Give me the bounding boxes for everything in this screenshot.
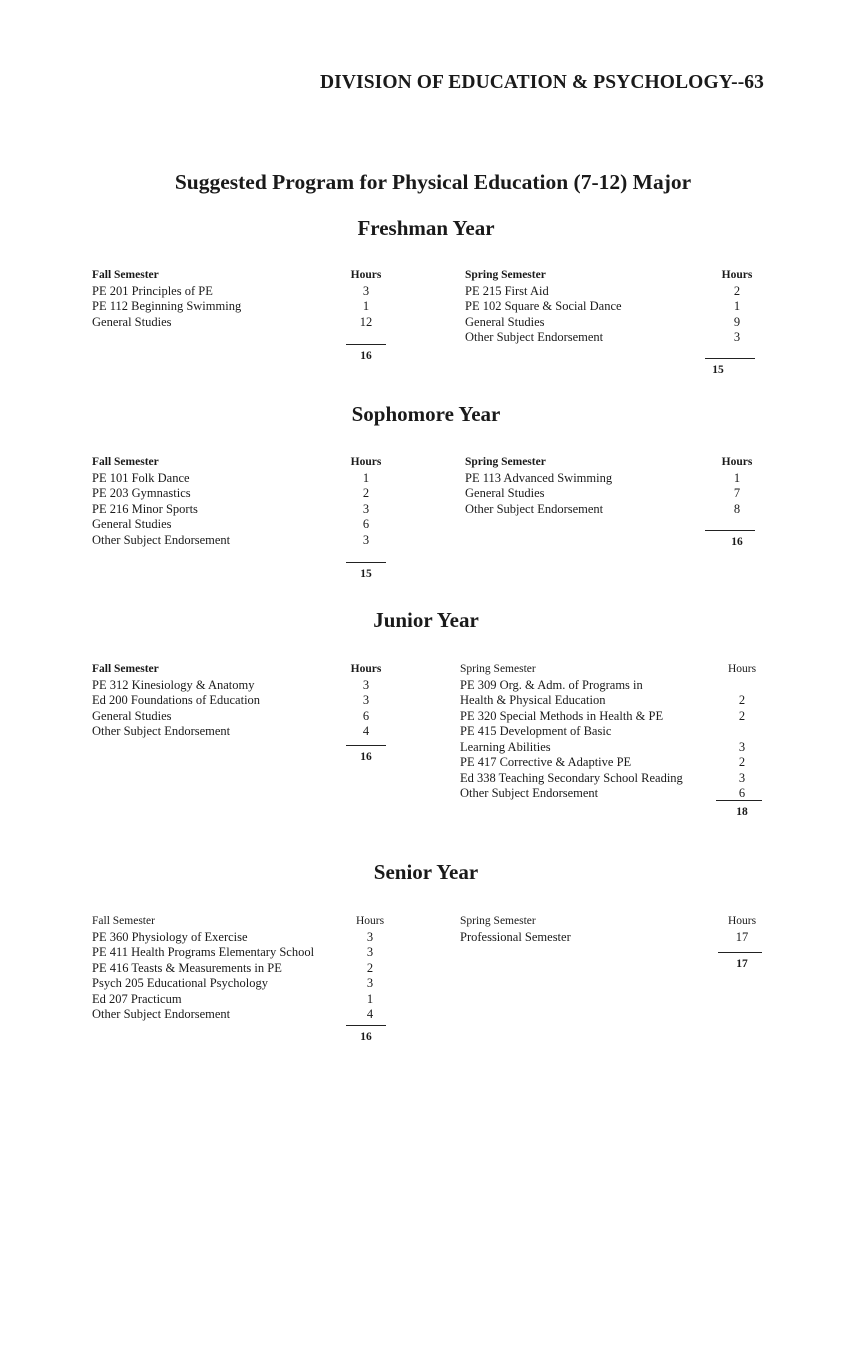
semester-header: Fall Semester <box>92 663 159 675</box>
hours-header: Hours <box>727 663 757 675</box>
course-name: PE 201 Principles of PE <box>92 283 213 298</box>
hours-header: Hours <box>721 269 753 281</box>
course-row <box>92 299 386 315</box>
course-name: PE 102 Square & Social Dance <box>465 299 622 313</box>
course-hours: 1 <box>733 299 741 313</box>
course-row <box>465 284 757 300</box>
running-head: DIVISION OF EDUCATION & PSYCHOLOGY--63 <box>319 72 764 93</box>
course-row <box>92 315 386 331</box>
course-hours: 6 <box>362 708 370 723</box>
semester-total: 16 <box>360 751 372 763</box>
course-name: PE 312 Kinesiology & Anatomy <box>92 677 255 692</box>
course-hours: 2 <box>366 960 374 975</box>
sophomore-fall-semester <box>92 455 386 548</box>
course-hours: 7 <box>733 486 741 500</box>
course-row <box>92 533 386 549</box>
course-hours: 12 <box>359 314 373 329</box>
year-title-senior: Senior Year <box>373 860 479 884</box>
course-row <box>465 315 757 331</box>
course-hours: 1 <box>733 470 741 485</box>
course-row <box>92 945 390 961</box>
year-title-freshman: Freshman Year <box>357 216 495 240</box>
course-hours: 3 <box>362 283 370 298</box>
course-hours: 2 <box>738 693 746 707</box>
course-row <box>460 678 762 694</box>
course-row <box>92 992 390 1008</box>
semester-total: 15 <box>712 364 724 376</box>
course-name: Other Subject Endorsement <box>465 330 604 344</box>
semester-header: Fall Semester <box>92 269 159 281</box>
course-name: Professional Semester <box>460 929 571 944</box>
course-row <box>460 930 762 946</box>
course-name: General Studies <box>92 314 172 329</box>
course-hours: 6 <box>362 517 370 531</box>
course-name: PE 112 Beginning Swimming <box>92 299 242 313</box>
total-rule <box>705 530 755 531</box>
course-name: PE 101 Folk Dance <box>92 470 190 485</box>
course-hours: 8 <box>733 501 741 516</box>
course-row <box>92 1007 390 1023</box>
course-row <box>460 740 762 756</box>
course-name: PE 360 Physiology of Exercise <box>92 929 248 944</box>
junior-spring-semester <box>460 662 762 802</box>
course-hours: 9 <box>733 314 741 329</box>
course-name: PE 216 Minor Sports <box>92 501 198 516</box>
course-name: PE 417 Corrective & Adaptive PE <box>460 755 632 769</box>
course-name: General Studies <box>465 486 545 500</box>
course-row <box>92 517 386 533</box>
total-rule <box>705 358 755 359</box>
course-row <box>92 502 386 518</box>
course-row <box>465 502 757 518</box>
course-row <box>92 693 386 709</box>
course-name: PE 215 First Aid <box>465 283 549 298</box>
semester-total: 18 <box>736 806 748 818</box>
total-rule <box>718 952 762 953</box>
junior-fall-semester <box>92 662 386 740</box>
course-name: Other Subject Endorsement <box>92 1007 231 1021</box>
total-rule <box>346 344 386 345</box>
semester-total: 17 <box>736 958 748 970</box>
course-row <box>460 724 762 740</box>
course-name: Learning Abilities <box>460 739 551 754</box>
course-hours: 17 <box>735 929 749 944</box>
course-row <box>465 471 757 487</box>
course-row <box>92 724 386 740</box>
total-rule <box>716 800 762 801</box>
course-row <box>92 486 386 502</box>
semester-header: Fall Semester <box>92 915 155 927</box>
semester-header: Spring Semester <box>465 269 546 281</box>
course-hours: 1 <box>362 470 370 485</box>
year-title-junior: Junior Year <box>373 608 479 632</box>
semester-header: Spring Semester <box>460 915 536 927</box>
program-title: Suggested Program for Physical Education (7-12) Major <box>174 170 692 194</box>
hours-header: Hours <box>350 663 382 675</box>
course-name: PE 309 Org. & Adm. of Programs in <box>460 677 643 692</box>
senior-fall-semester <box>92 914 390 1023</box>
course-hours: 3 <box>738 739 746 754</box>
course-hours: 1 <box>366 991 374 1006</box>
course-name: General Studies <box>465 314 545 329</box>
course-name: Ed 200 Foundations of Education <box>92 693 261 707</box>
course-hours: 2 <box>362 486 370 500</box>
senior-spring-semester <box>460 914 762 945</box>
course-hours: 3 <box>366 945 374 959</box>
semester-total: 16 <box>360 1031 372 1043</box>
semester-total: 15 <box>360 568 372 580</box>
course-name: General Studies <box>92 708 172 723</box>
hours-header: Hours <box>350 269 382 281</box>
course-row <box>92 471 386 487</box>
course-hours: 2 <box>738 755 746 769</box>
course-row <box>92 709 386 725</box>
course-name: PE 320 Special Methods in Health & PE <box>460 708 664 723</box>
total-rule <box>346 1025 386 1026</box>
course-name: Other Subject Endorsement <box>465 501 604 516</box>
course-row <box>92 961 390 977</box>
course-row <box>460 709 762 725</box>
course-hours: 4 <box>362 724 370 738</box>
course-row <box>460 755 762 771</box>
course-name: General Studies <box>92 517 172 531</box>
course-hours: 3 <box>366 976 374 990</box>
course-row <box>92 976 390 992</box>
course-name: Health & Physical Education <box>460 693 606 707</box>
semester-total: 16 <box>731 536 743 548</box>
hours-header: Hours <box>350 456 382 468</box>
course-hours: 6 <box>738 786 746 800</box>
hours-header: Hours <box>721 456 753 468</box>
course-row <box>465 299 757 315</box>
course-row <box>92 678 386 694</box>
semester-header: Spring Semester <box>465 456 546 468</box>
course-name: PE 411 Health Programs Elementary School <box>92 945 315 959</box>
freshman-spring-semester <box>465 268 757 346</box>
course-name: PE 113 Advanced Swimming <box>465 470 613 485</box>
semester-header: Fall Semester <box>92 456 159 468</box>
course-hours: 3 <box>362 532 370 547</box>
sophomore-spring-semester <box>465 455 757 517</box>
course-hours: 4 <box>366 1007 374 1021</box>
course-hours: 3 <box>362 501 370 516</box>
course-hours: 3 <box>738 770 746 785</box>
course-name: Other Subject Endorsement <box>92 724 231 738</box>
course-name: PE 203 Gymnastics <box>92 486 191 500</box>
semester-header: Spring Semester <box>460 663 536 675</box>
course-hours: 2 <box>733 283 741 298</box>
course-name: Ed 207 Practicum <box>92 991 182 1006</box>
course-row <box>465 486 757 502</box>
course-name: Other Subject Endorsement <box>460 786 599 800</box>
course-row <box>92 284 386 300</box>
hours-header: Hours <box>355 915 385 927</box>
course-name: PE 416 Teasts & Measurements in PE <box>92 960 282 975</box>
course-hours: 1 <box>362 299 370 313</box>
total-rule <box>346 745 386 746</box>
course-hours <box>722 678 762 694</box>
course-hours: 3 <box>362 677 370 692</box>
course-name: Other Subject Endorsement <box>92 532 231 547</box>
hours-header: Hours <box>727 915 757 927</box>
freshman-fall-semester <box>92 268 386 330</box>
course-row <box>465 330 757 346</box>
course-hours: 2 <box>738 708 746 723</box>
semester-total: 16 <box>360 350 372 362</box>
course-name: Psych 205 Educational Psychology <box>92 976 269 990</box>
course-hours: 3 <box>733 330 741 344</box>
year-title-sophomore: Sophomore Year <box>351 402 501 426</box>
course-row <box>460 771 762 787</box>
course-hours: 3 <box>362 693 370 707</box>
course-row <box>92 930 390 946</box>
course-name: PE 415 Development of Basic <box>460 724 612 738</box>
total-rule <box>346 562 386 563</box>
course-hours: 3 <box>366 929 374 944</box>
course-row <box>460 693 762 709</box>
course-hours <box>722 724 762 740</box>
course-name: Ed 338 Teaching Secondary School Reading <box>460 770 683 785</box>
